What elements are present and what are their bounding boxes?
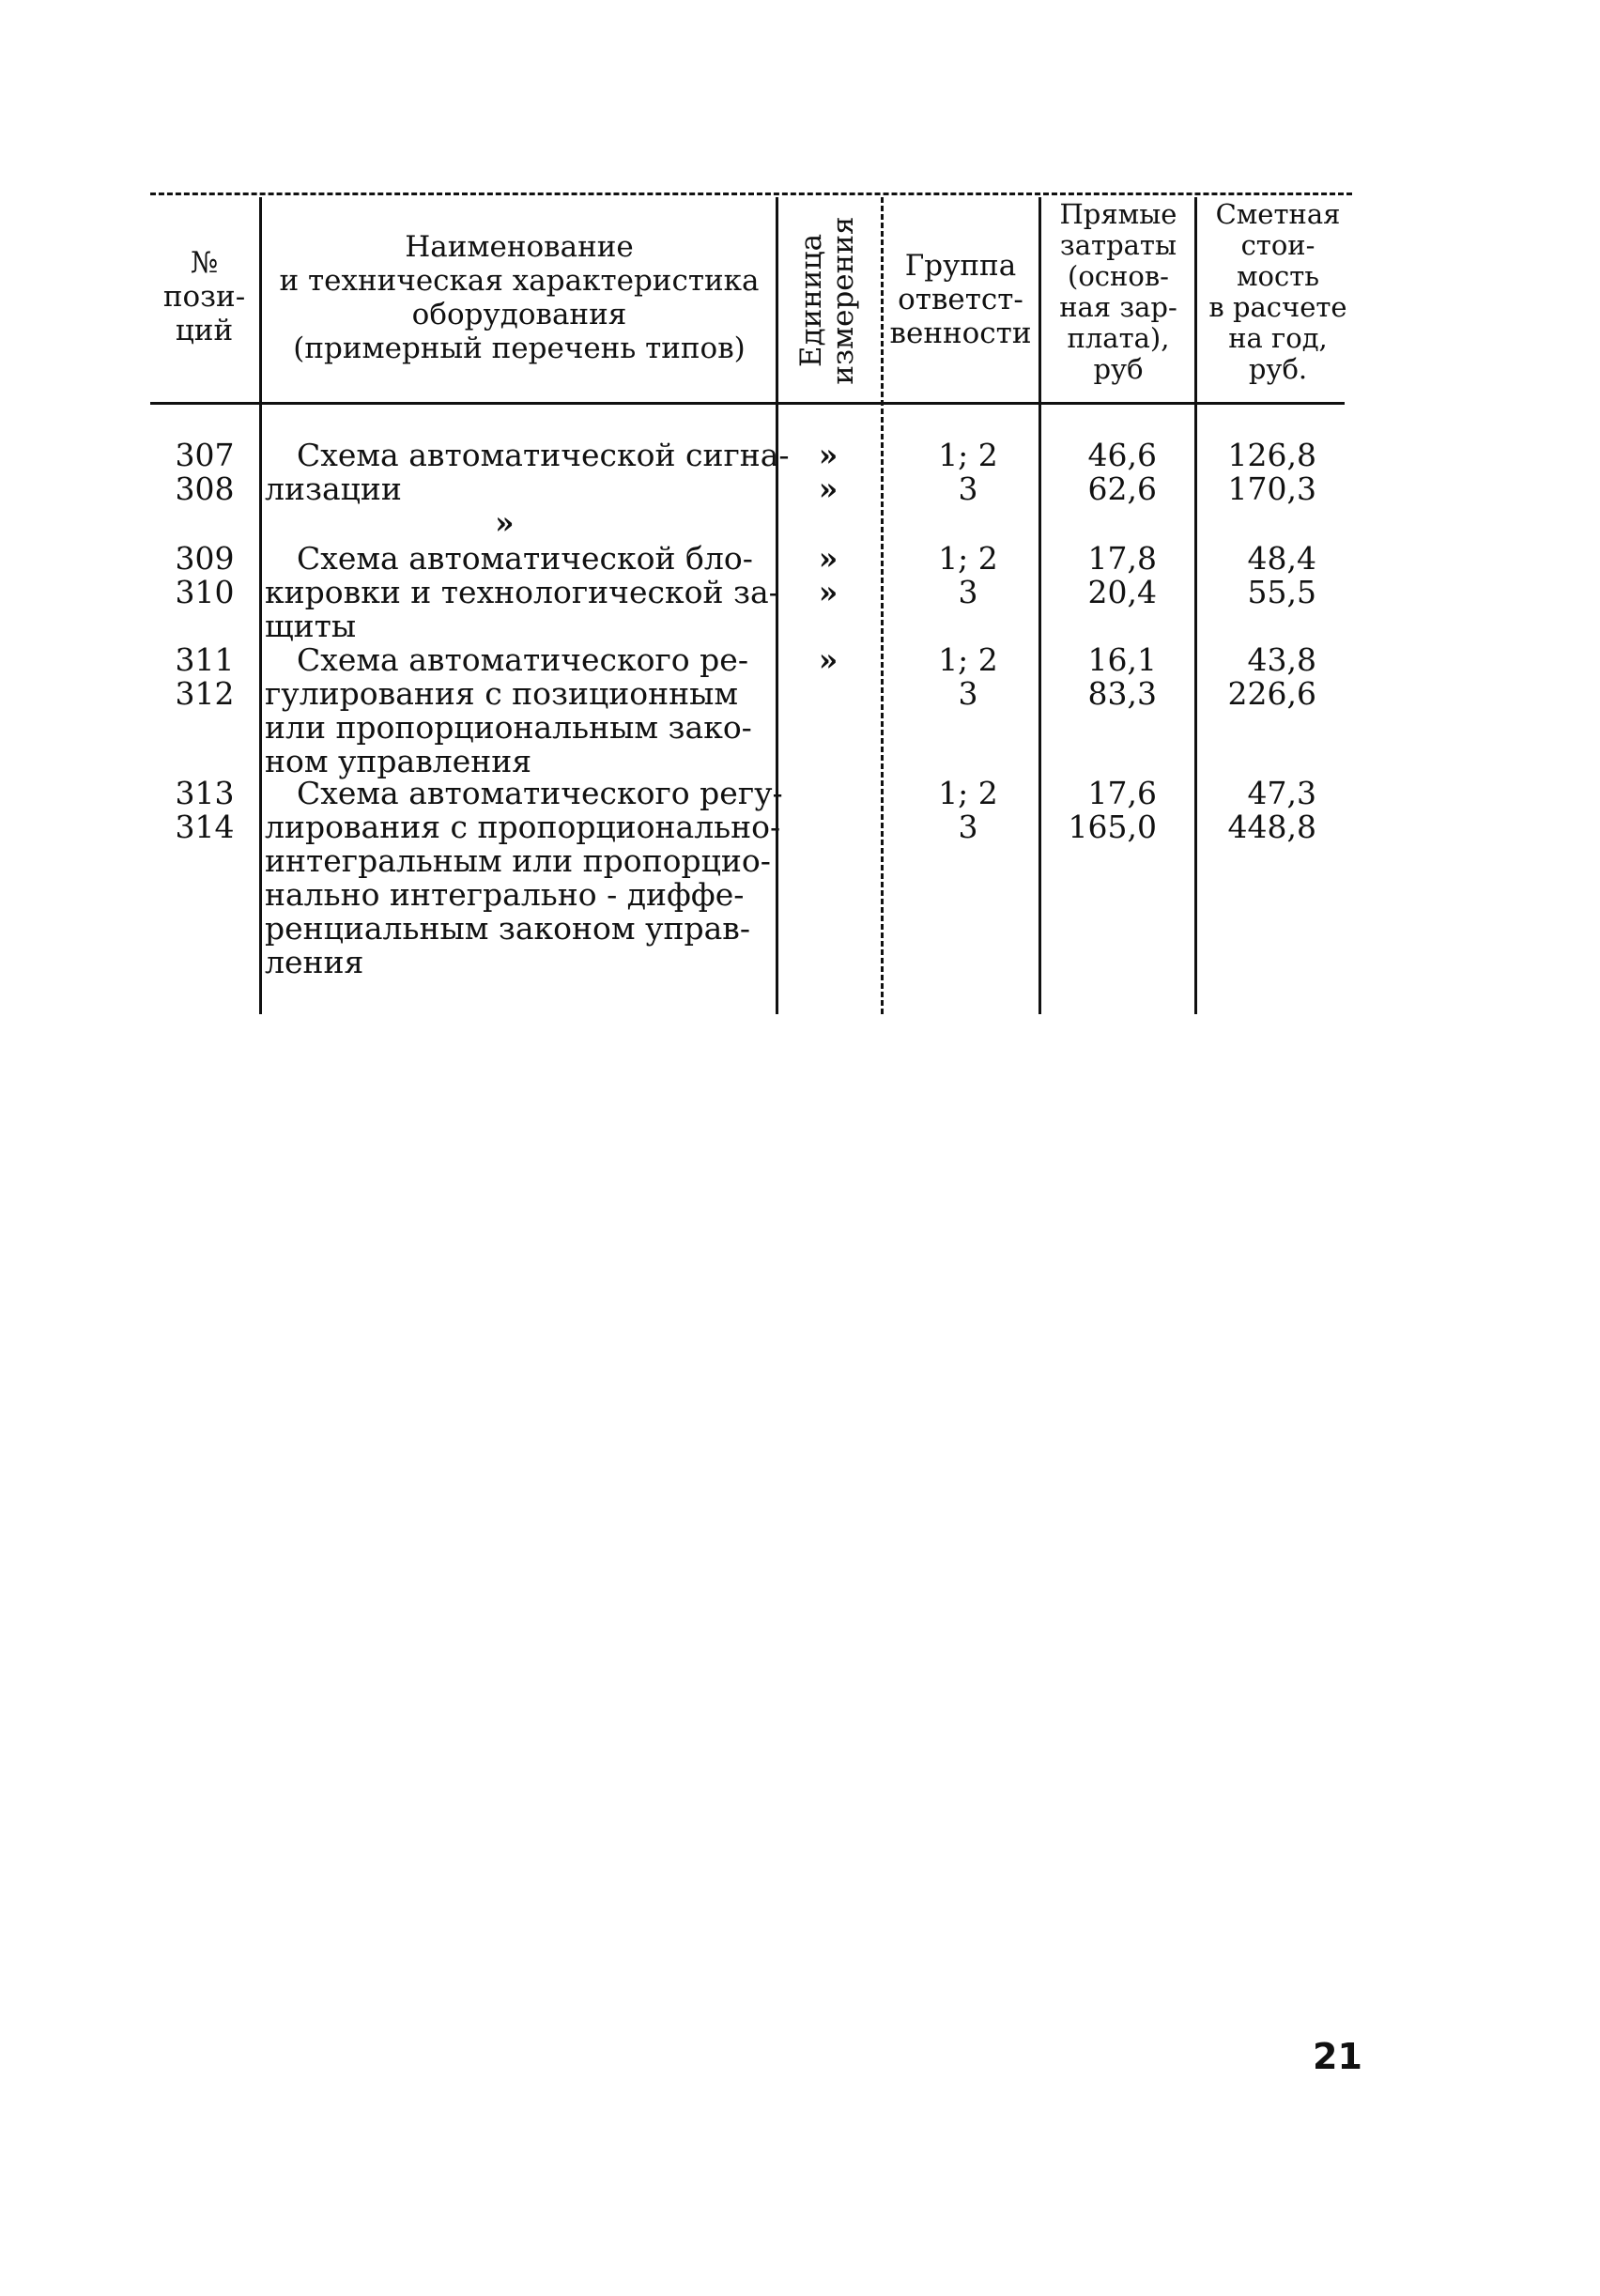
direct-cost-cell: 20,4 — [1087, 574, 1157, 610]
top-rule — [150, 193, 1352, 195]
col-rule-4 — [1038, 197, 1041, 1014]
group-cell: 1; 2 — [938, 540, 998, 577]
header-unit: Единица измерения — [794, 216, 860, 385]
description-cell: Схема автоматической сигна- лизации » — [265, 437, 790, 541]
header-rule — [150, 402, 1345, 405]
group-cell: 3 — [958, 574, 978, 610]
col-rule-3 — [881, 197, 884, 1014]
direct-cost-cell: 17,8 — [1087, 540, 1157, 577]
group-cell: 3 — [958, 809, 978, 845]
header-direct: Прямые затраты (основ- ная зар- плата), руб — [1059, 198, 1177, 385]
estimate-cost-cell: 48,4 — [1247, 540, 1316, 577]
unit-cell: » — [818, 540, 838, 577]
description-cell: Схема автоматической бло- кировки и технологической за- щиты — [265, 540, 779, 644]
pos-cell: 311 — [175, 641, 235, 678]
estimate-cost-cell: 448,8 — [1227, 809, 1316, 845]
description-cell: Схема автоматического регу- лирования с пропорционально- интегральным или пропорцио- нально интегрально - диффе- ренциальным законом управ- ления — [265, 775, 783, 980]
unit-cell: » — [818, 437, 838, 473]
estimate-cost-cell: 47,3 — [1247, 775, 1316, 811]
page-number: 21 — [1313, 2036, 1362, 2077]
pos-cell: 314 — [175, 809, 235, 845]
header-pos: № пози- ций — [162, 246, 246, 347]
direct-cost-cell: 62,6 — [1087, 470, 1157, 507]
estimate-cost-cell: 170,3 — [1227, 470, 1316, 507]
unit-cell: » — [818, 574, 838, 610]
direct-cost-cell: 17,6 — [1087, 775, 1157, 811]
pos-cell: 309 — [175, 540, 235, 577]
pos-cell: 307 — [175, 437, 235, 473]
pos-cell: 310 — [175, 574, 235, 610]
direct-cost-cell: 83,3 — [1087, 675, 1157, 712]
direct-cost-cell: 165,0 — [1068, 809, 1157, 845]
description-cell: Схема автоматического ре- гулирования с позиционным или пропорциональным зако- ном управления — [265, 641, 752, 779]
direct-cost-cell: 16,1 — [1087, 641, 1157, 678]
group-cell: 1; 2 — [938, 437, 998, 473]
estimate-cost-cell: 126,8 — [1227, 437, 1316, 473]
group-cell: 1; 2 — [938, 641, 998, 678]
unit-cell: » — [818, 470, 838, 507]
direct-cost-cell: 46,6 — [1087, 437, 1157, 473]
pos-cell: 308 — [175, 470, 235, 507]
group-cell: 1; 2 — [938, 775, 998, 811]
header-group: Группа ответст- венности — [889, 249, 1032, 350]
estimate-cost-cell: 226,6 — [1227, 675, 1316, 712]
group-cell: 3 — [958, 470, 978, 507]
pos-cell: 313 — [175, 775, 235, 811]
group-cell: 3 — [958, 675, 978, 712]
header-estimate: Сметная стои- мость в расчете на год, руб. — [1208, 198, 1347, 385]
col-rule-5 — [1194, 197, 1197, 1014]
estimate-cost-cell: 55,5 — [1247, 574, 1316, 610]
unit-cell: » — [818, 641, 838, 678]
pos-cell: 312 — [175, 675, 235, 712]
header-name: Наименование и техническая характеристика оборудования (примерный перечень типов) — [279, 230, 760, 365]
estimate-cost-cell: 43,8 — [1247, 641, 1316, 678]
